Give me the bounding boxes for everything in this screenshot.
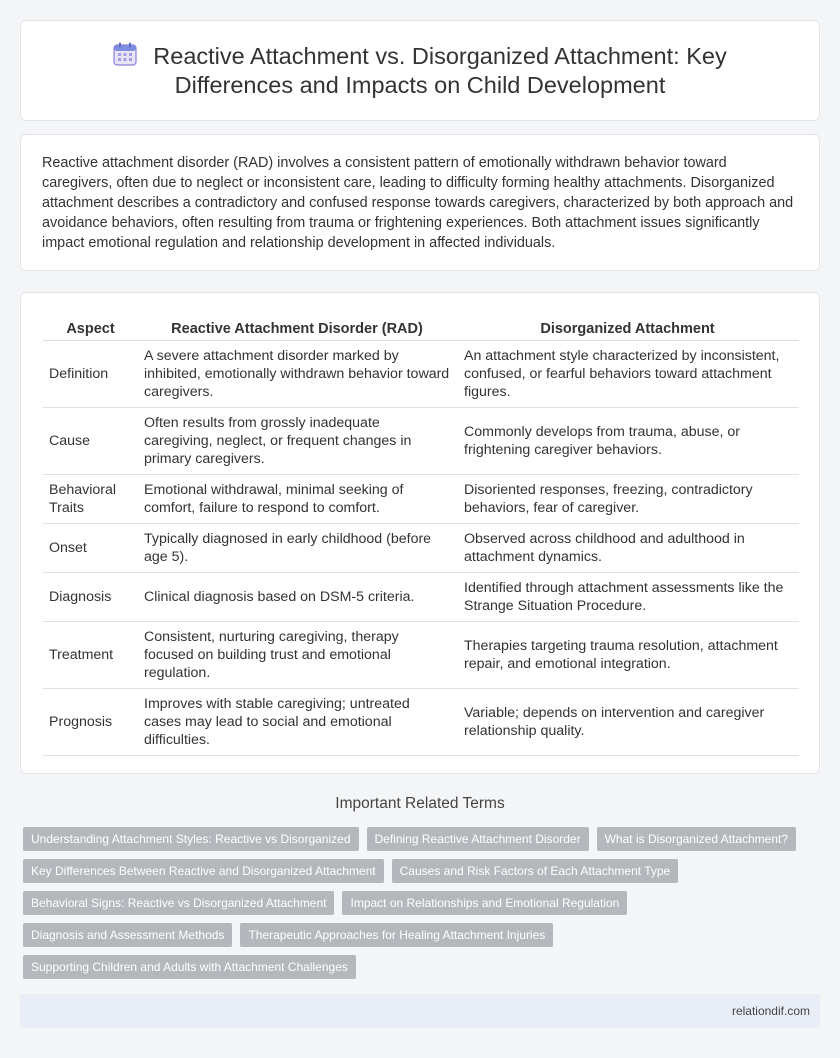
site-link[interactable]: relationdif.com xyxy=(731,1004,810,1018)
tag-row xyxy=(23,891,813,915)
tag-row xyxy=(23,827,813,851)
related-terms-list xyxy=(23,827,813,987)
page-title-text: Reactive Attachment vs. Disorganized Attachment: Key Differences and Impacts on Child Development xyxy=(153,42,727,98)
row-rad: Typically diagnosed in early childhood (before age 5). xyxy=(138,523,456,572)
related-term-tag[interactable]: What is Disorganized Attachment? xyxy=(597,827,796,851)
table-row xyxy=(43,340,799,407)
row-aspect: Cause xyxy=(43,407,138,474)
header-disorganized: Disorganized Attachment xyxy=(456,308,799,340)
row-aspect: Behavioral Traits xyxy=(43,474,138,523)
comparison-table-card xyxy=(20,292,820,774)
related-term-tag[interactable]: Behavioral Signs: Reactive vs Disorganized Attachment xyxy=(23,891,334,915)
related-term-tag[interactable]: Key Differences Between Reactive and Disorganized Attachment xyxy=(23,859,384,883)
related-term-tag[interactable]: Defining Reactive Attachment Disorder xyxy=(367,827,589,851)
table-row xyxy=(43,688,799,755)
calendar-icon xyxy=(113,42,139,66)
tag-row xyxy=(23,955,813,979)
row-rad: Improves with stable caregiving; untreated cases may lead to social and emotional difficulties. xyxy=(138,688,456,755)
tag-row xyxy=(23,859,813,883)
row-aspect: Onset xyxy=(43,523,138,572)
footer xyxy=(20,994,820,1028)
table-row xyxy=(43,407,799,474)
page-title xyxy=(80,42,760,100)
row-disorganized: Disoriented responses, freezing, contradictory behaviors, fear of caregiver. xyxy=(456,474,799,523)
related-term-tag[interactable]: Causes and Risk Factors of Each Attachment Type xyxy=(392,859,679,883)
row-aspect: Treatment xyxy=(43,621,138,688)
table-row xyxy=(43,572,799,621)
row-rad: Clinical diagnosis based on DSM-5 criteria. xyxy=(138,572,456,621)
row-rad: Consistent, nurturing caregiving, therapy focused on building trust and emotional regulation. xyxy=(138,621,456,688)
row-disorganized: Therapies targeting trauma resolution, attachment repair, and emotional integration. xyxy=(456,621,799,688)
intro-card xyxy=(20,134,820,271)
table-row xyxy=(43,523,799,572)
related-term-tag[interactable]: Supporting Children and Adults with Attachment Challenges xyxy=(23,955,356,979)
comparison-table xyxy=(43,308,799,756)
header-aspect: Aspect xyxy=(43,308,138,340)
related-term-tag[interactable]: Understanding Attachment Styles: Reactive vs Disorganized xyxy=(23,827,359,851)
table-header-row xyxy=(43,308,799,340)
header-card xyxy=(20,20,820,121)
related-terms-title: Important Related Terms xyxy=(335,795,505,812)
related-term-tag[interactable]: Therapeutic Approaches for Healing Attachment Injuries xyxy=(240,923,553,947)
tag-row xyxy=(23,923,813,947)
row-disorganized: Identified through attachment assessments like the Strange Situation Procedure. xyxy=(456,572,799,621)
intro-text: Reactive attachment disorder (RAD) involves a consistent pattern of emotionally withdrawn behavior toward caregivers, often due to neglect or inconsistent care, leading to difficulty forming healthy attachments. Disorganized attachment describes a contradictory and confused response towards caregivers, characterized by both approach and avoidance behaviors, often resulting from trauma or frightening experiences. Both attachment issues significantly impact emotional regulation and relationship development in affected individuals. xyxy=(42,155,794,251)
row-rad: A severe attachment disorder marked by inhibited, emotionally withdrawn behavior toward caregivers. xyxy=(138,340,456,407)
row-aspect: Diagnosis xyxy=(43,572,138,621)
table-row xyxy=(43,621,799,688)
related-term-tag[interactable]: Diagnosis and Assessment Methods xyxy=(23,923,232,947)
row-disorganized: Observed across childhood and adulthood in attachment dynamics. xyxy=(456,523,799,572)
table-row xyxy=(43,474,799,523)
related-term-tag[interactable]: Impact on Relationships and Emotional Regulation xyxy=(342,891,627,915)
row-rad: Emotional withdrawal, minimal seeking of comfort, failure to respond to comfort. xyxy=(138,474,456,523)
row-disorganized: Variable; depends on intervention and caregiver relationship quality. xyxy=(456,688,799,755)
row-disorganized: Commonly develops from trauma, abuse, or frightening caregiver behaviors. xyxy=(456,407,799,474)
row-disorganized: An attachment style characterized by inconsistent, confused, or fearful behaviors toward attachment figures. xyxy=(456,340,799,407)
title-wrap xyxy=(80,42,760,100)
row-rad: Often results from grossly inadequate caregiving, neglect, or frequent changes in primary caregivers. xyxy=(138,407,456,474)
row-aspect: Definition xyxy=(43,340,138,407)
header-rad: Reactive Attachment Disorder (RAD) xyxy=(138,308,456,340)
row-aspect: Prognosis xyxy=(43,688,138,755)
